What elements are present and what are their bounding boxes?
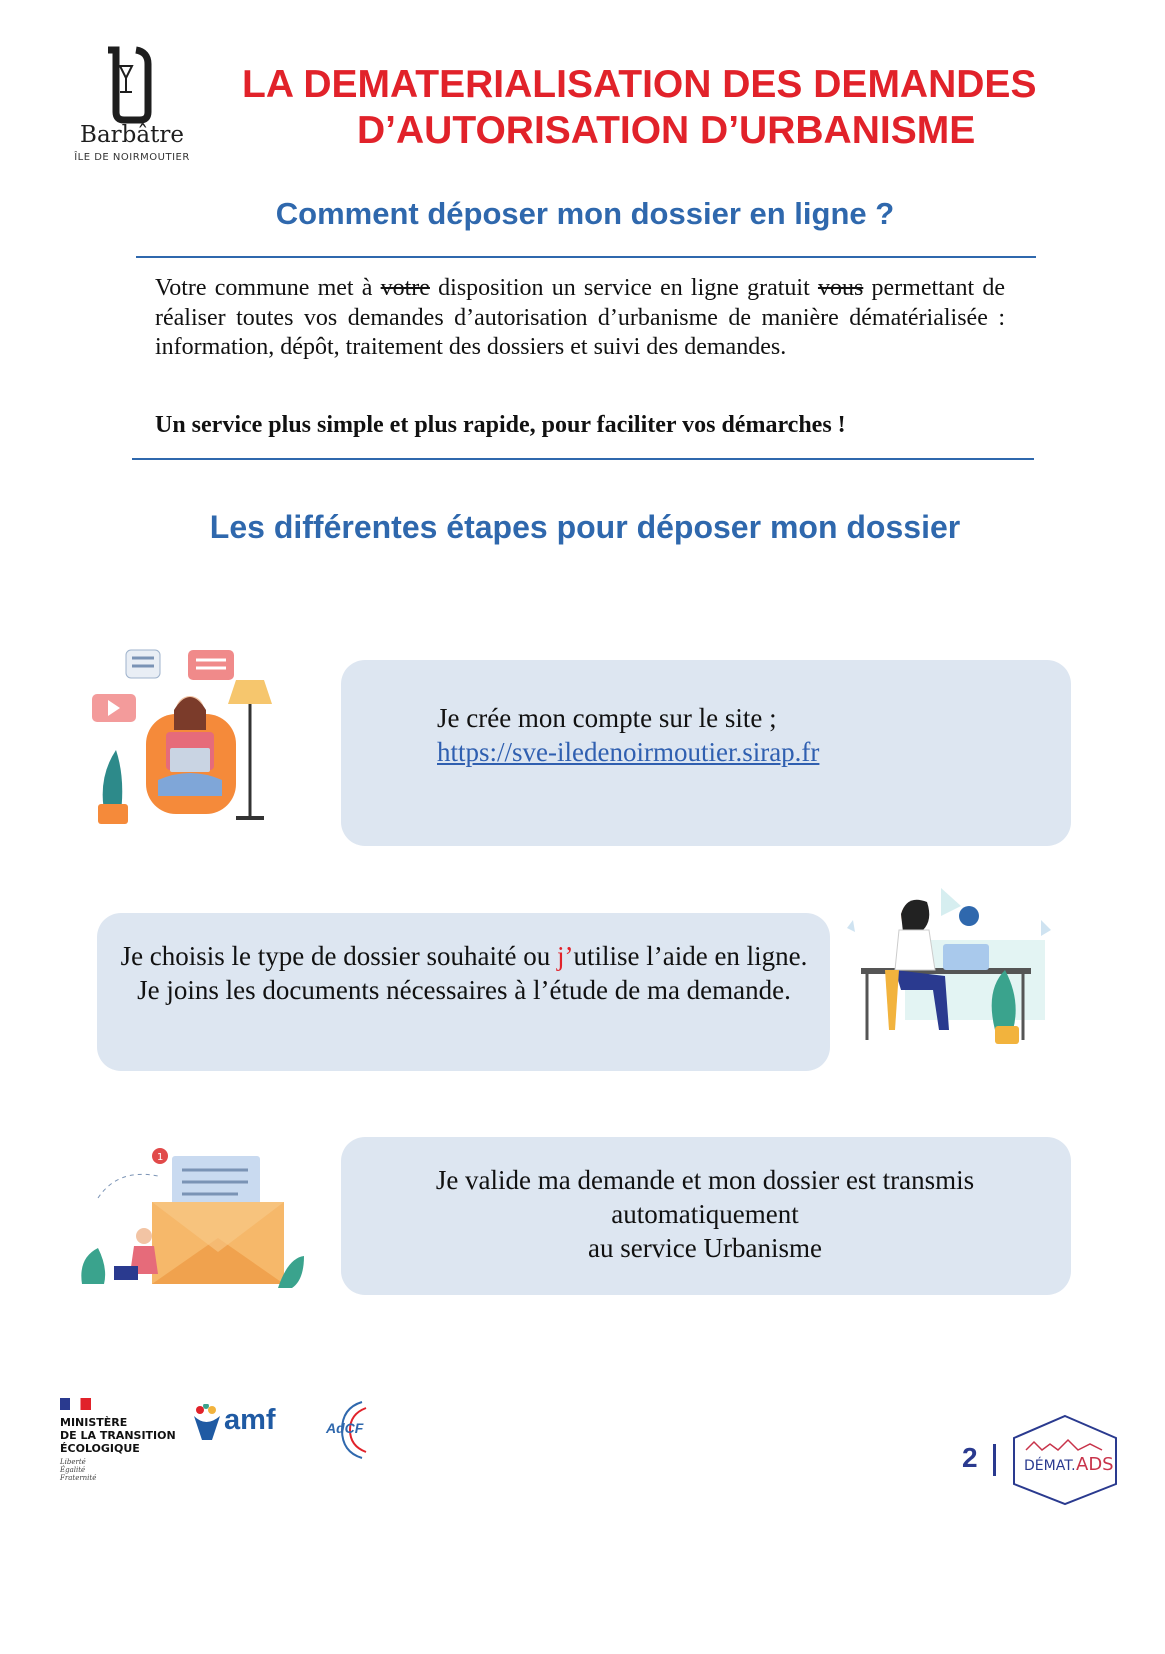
demat-wordmark: DÉMAT. (1024, 1458, 1076, 1474)
intro-strike-vous: vous (817, 275, 864, 301)
step2-text-red: j’ (556, 941, 574, 971)
ministere-motto (60, 1458, 96, 1482)
town-emblem-icon (62, 44, 202, 124)
step1-text (437, 701, 1057, 769)
page-number-separator (993, 1444, 996, 1476)
demat-ads-logo (1010, 1414, 1120, 1506)
adcf-wordmark: AdCF (326, 1420, 364, 1436)
ministere-line1: MINISTÈRE (60, 1416, 128, 1429)
step3-line1: Je valide ma demande et mon dossier est transmis (435, 1165, 975, 1195)
ministere-motto1: Liberté (60, 1458, 86, 1466)
adcf-logo (322, 1398, 412, 1462)
envelope-with-document-illustration (78, 1148, 306, 1296)
intro-text-a: Votre commune met à (155, 275, 381, 301)
ministere-line3: ÉCOLOGIQUE (60, 1442, 140, 1455)
section-heading-steps: Les différentes étapes pour déposer mon dossier (209, 509, 961, 545)
page-title-line1: LA DEMATERIALISATION DES DEMANDES (242, 63, 1037, 106)
step2-text (108, 939, 820, 1007)
woman-on-armchair-laptop-illustration (86, 640, 286, 832)
intro-strike-votre: votre (380, 275, 430, 301)
intro-text-c: permettant de réaliser toutes vos demandes d’autorisation d’urbanisme de manière dématérialisée : information, dépôt, traitement des dossiers et suivi des demandes. (155, 275, 1005, 360)
ministere-line2: DE LA TRANSITION (60, 1429, 176, 1442)
page-title-line2: D’AUTORISATION D’URBANISME (357, 109, 976, 152)
amf-logo (190, 1404, 300, 1452)
woman-at-desk-laptop-illustration (845, 880, 1060, 1052)
step3-text (360, 1163, 1050, 1265)
amf-wordmark: amf (224, 1404, 276, 1436)
divider-top (136, 256, 1036, 258)
ministere-logo (60, 1398, 180, 1482)
step1-site-link[interactable]: https://sve-iledenoirmoutier.sirap.fr (437, 737, 820, 767)
step2-text-b: utilise l’aide en ligne. Je joins les documents nécessaires à l’étude de ma demande. (137, 941, 808, 1005)
notification-count-icon: 1 (157, 1152, 164, 1163)
logo-town-name: Barbâtre (80, 122, 184, 148)
logo-island-name: ÎLE DE NOIRMOUTIER (74, 152, 190, 163)
divider-bottom (132, 458, 1034, 460)
slogan: Un service plus simple et plus rapide, pour faciliter vos démarches ! (155, 412, 846, 438)
french-flag-icon (60, 1398, 91, 1410)
ministere-name (60, 1416, 176, 1455)
step1-label: Je crée mon compte sur le site ; (437, 703, 777, 733)
ads-wordmark: ADS (1076, 1454, 1114, 1475)
page-number: 2 (962, 1442, 978, 1473)
step2-text-a: Je choisis le type de dossier souhaité ou (120, 941, 557, 971)
amf-figure-icon (190, 1404, 224, 1444)
step3-line3: au service Urbanisme (588, 1233, 822, 1263)
intro-paragraph (155, 274, 1005, 363)
intro-text-b: disposition un service en ligne gratuit (429, 275, 818, 301)
ministere-motto2: Égalité (60, 1466, 86, 1474)
section-heading-how: Comment déposer mon dossier en ligne ? (275, 196, 895, 231)
step3-line2: automatiquement (611, 1199, 799, 1229)
ministere-motto3: Fraternité (60, 1474, 97, 1482)
barbatre-logo (62, 44, 202, 170)
